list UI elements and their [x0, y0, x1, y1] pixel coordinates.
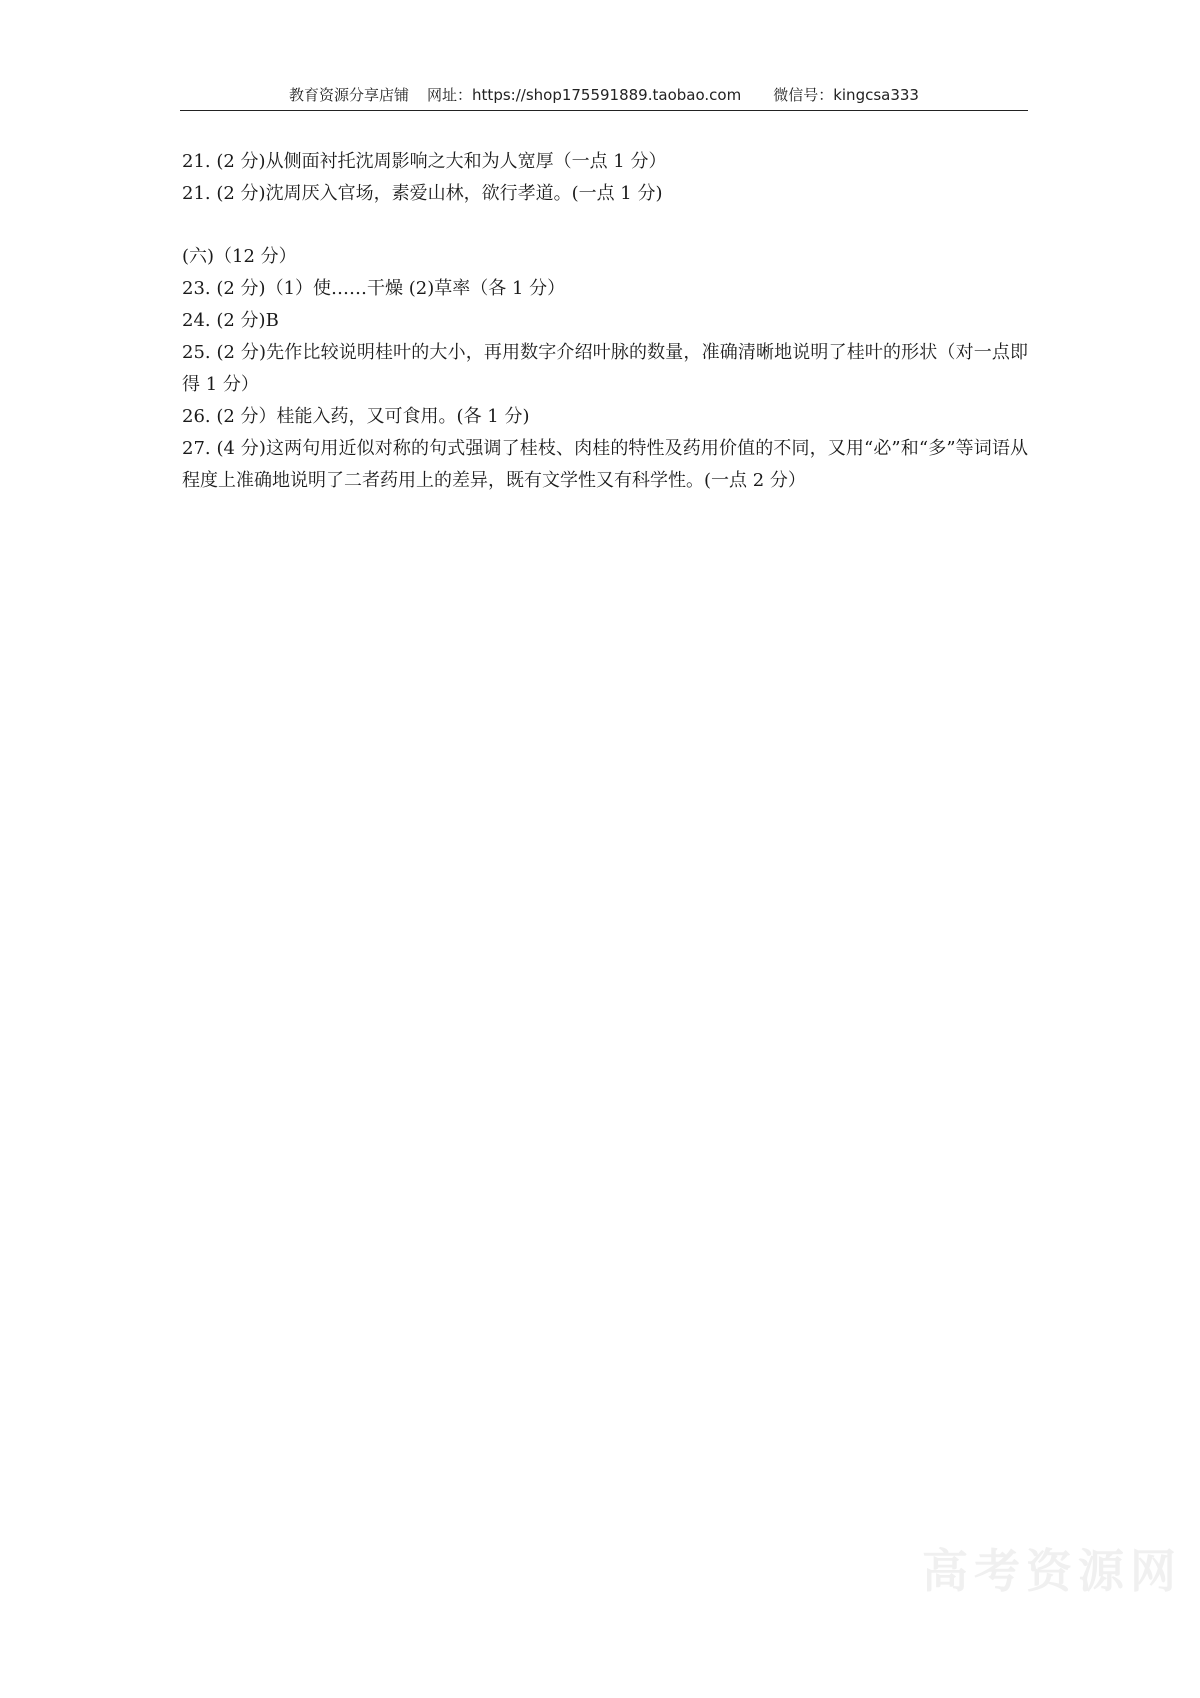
- answer-25-block: [182, 337, 1028, 401]
- answer-content: [182, 146, 1028, 497]
- wechat-id: kingcsa333: [833, 86, 919, 104]
- answer-23: 23. (2 分)（1）使……干燥 (2)草率（各 1 分）: [182, 278, 566, 299]
- section-heading: (六)（12 分）: [182, 246, 297, 267]
- watermark-logo: 高考资源网: [922, 1544, 1182, 1598]
- answer-21-a: 21. (2 分)从侧面衬托沈周影响之大和为人宽厚（一点 1 分）: [182, 151, 667, 172]
- shop-name: 教育资源分享店铺: [289, 86, 410, 104]
- url-label: 网址：: [427, 86, 473, 104]
- answer-21-b: 21. (2 分)沈周厌入官场，素爱山林，欲行孝道。(一点 1 分): [182, 183, 663, 204]
- answer-26: 26. (2 分）桂能入药，又可食用。(各 1 分): [182, 406, 530, 427]
- answer-24: 24. (2 分)B: [182, 310, 279, 331]
- wechat-label: 微信号：: [773, 86, 834, 104]
- answer-27-block: [182, 433, 1028, 497]
- spacer: [182, 210, 1028, 241]
- answer-25: 25. (2 分)先作比较说明桂叶的大小，再用数字介绍叶脉的数量，准确清晰地说明了桂叶的形状（对一点即得 1 分）: [182, 342, 1028, 395]
- answer-27: 27. (4 分)这两句用近似对称的句式强调了桂枝、肉桂的特性及药用价值的不同，又用“必”和“多”等词语从程度上准确地说明了二者药用上的差异，既有文学性又有科学性。(一点 2 分）: [182, 438, 1028, 491]
- page-header: [180, 84, 1028, 111]
- shop-url[interactable]: https://shop175591889.taobao.com: [472, 86, 742, 104]
